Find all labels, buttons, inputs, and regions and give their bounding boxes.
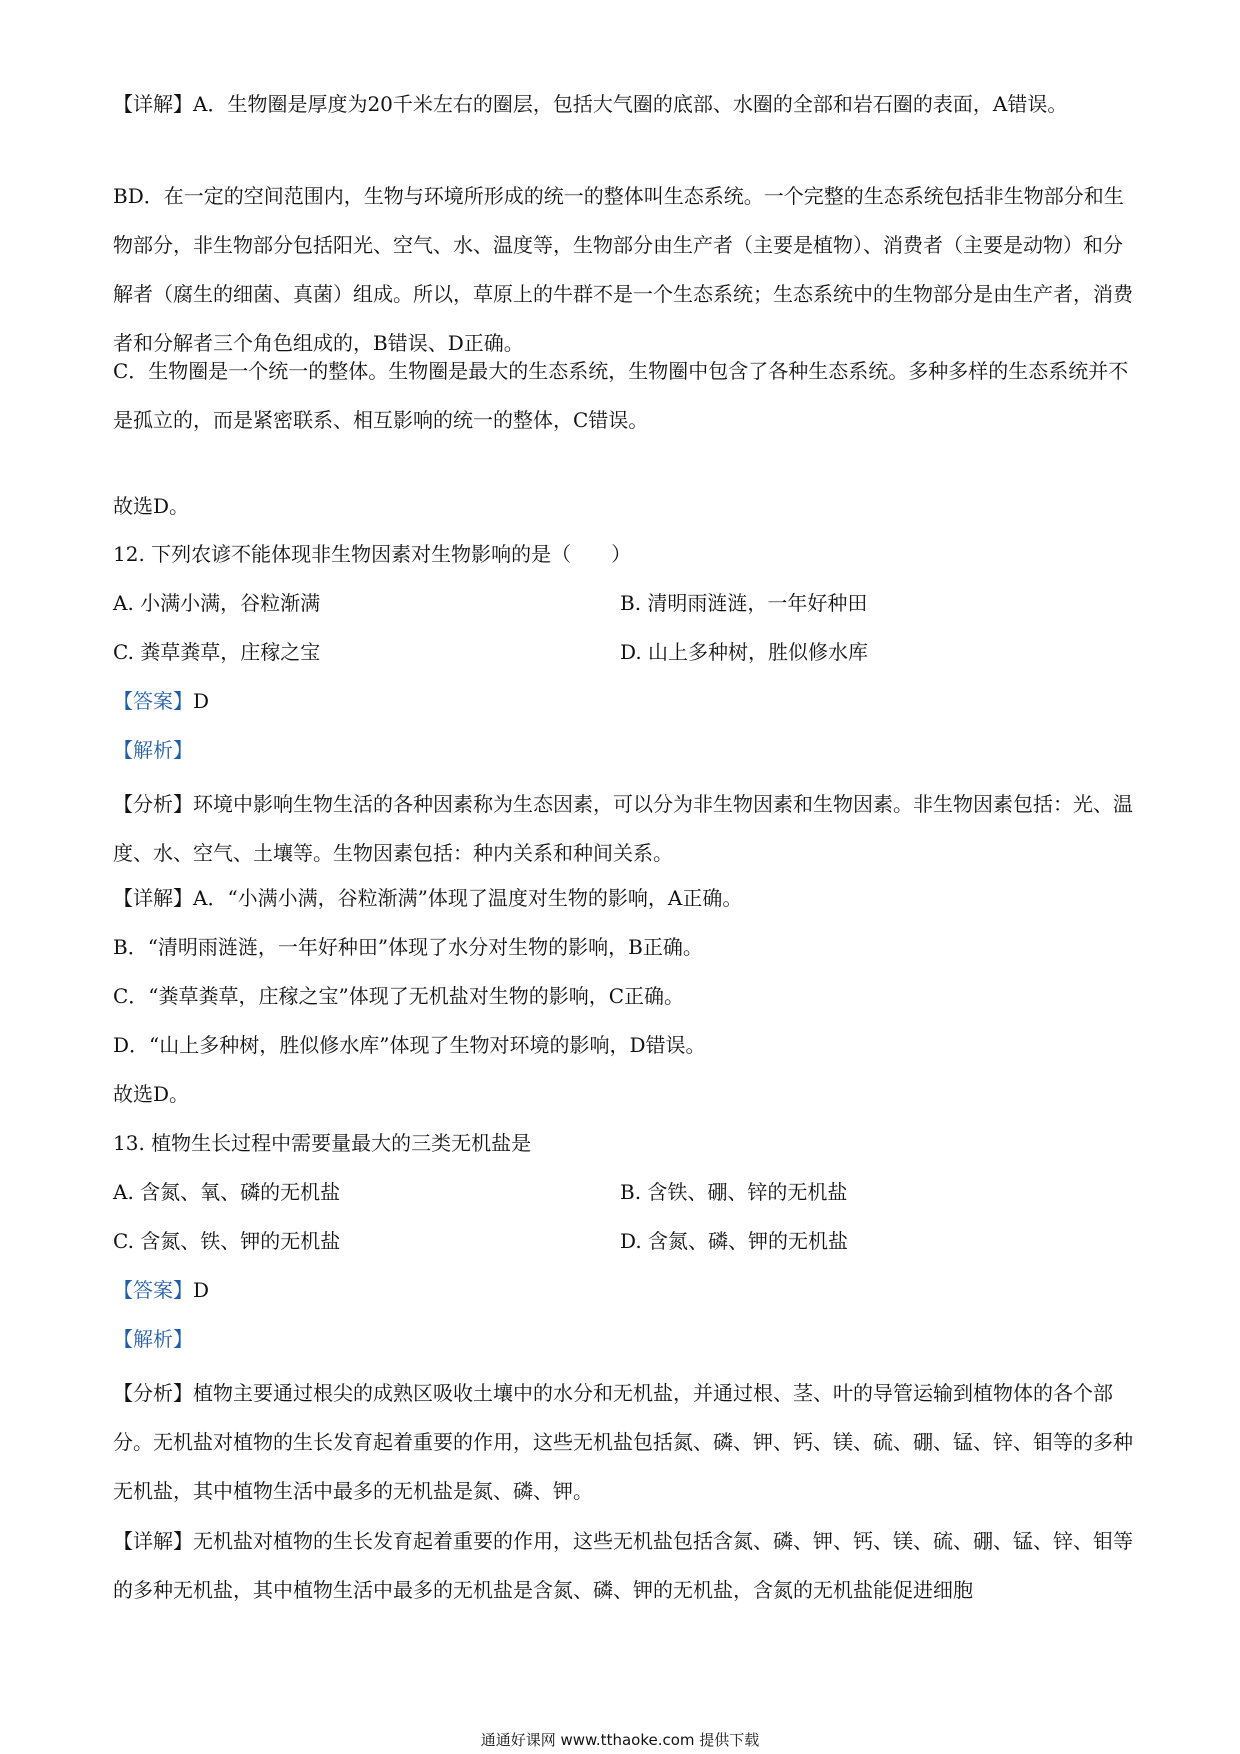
detail-paragraph-a: 【详解】A．生物圈是厚度为20千米左右的圈层，包括大气圈的底部、水圈的全部和岩石圈的表面，A错误。 bbox=[113, 92, 1068, 116]
question-12-option-b: B. 清明雨涟涟，一年好种田 bbox=[620, 591, 868, 615]
footer-source: 通通好课网 www.tthaoke.com 提供下载 bbox=[480, 1731, 760, 1749]
question-13-option-d: D. 含氮、磷、钾的无机盐 bbox=[620, 1229, 849, 1253]
question-13-stem: 13. 植物生长过程中需要量最大的三类无机盐是 bbox=[113, 1131, 532, 1155]
question-12-detail-c: C．“粪草粪草，庄稼之宝”体现了无机盐对生物的影响，C正确。 bbox=[113, 984, 685, 1008]
question-13-option-c: C. 含氮、铁、钾的无机盐 bbox=[113, 1229, 341, 1253]
answer-tag: 【答案】 bbox=[113, 1278, 193, 1302]
question-12-option-c: C. 粪草粪草，庄稼之宝 bbox=[113, 640, 321, 664]
conclusion-line: 故选D。 bbox=[113, 494, 190, 518]
answer-tag: 【答案】 bbox=[113, 689, 193, 713]
question-12-answer bbox=[113, 687, 209, 715]
question-13-analysis-tag: 【解析】 bbox=[113, 1327, 193, 1351]
question-13-option-a: A. 含氮、氧、磷的无机盐 bbox=[113, 1180, 341, 1204]
question-13-detail: 【详解】无机盐对植物的生长发育起着重要的作用，这些无机盐包括含氮、磷、钾、钙、镁、硫、硼、锰、锌、钼等的多种无机盐，其中植物生活中最多的无机盐是含氮、磷、钾的无机盐，含氮的无机盐能促进细胞 bbox=[113, 1529, 1133, 1602]
analysis-label: 【分析】 bbox=[113, 792, 193, 816]
question-12-analysis-tag: 【解析】 bbox=[113, 738, 193, 762]
detail-paragraph-bd: BD．在一定的空间范围内，生物与环境所形成的统一的整体叫生态系统。一个完整的生态系统包括非生物部分和生物部分，非生物部分包括阳光、空气、水、温度等，生物部分由生产者（主要是植物）、消费者（主要是动物）和分解者（腐生的细菌、真菌）组成。所以，草原上的牛群不是一个生态系统；生态系统中的生物部分是由生产者，消费者和分解者三个角色组成的，B错误、D正确。 bbox=[113, 184, 1133, 355]
answer-value: D bbox=[193, 1278, 210, 1302]
detail-paragraph-c: C．生物圈是一个统一的整体。生物圈是最大的生态系统，生物圈中包含了各种生态系统。多种多样的生态系统并不是孤立的，而是紧密联系、相互影响的统一的整体，C错误。 bbox=[113, 359, 1129, 432]
question-13-option-b: B. 含铁、硼、锌的无机盐 bbox=[620, 1180, 848, 1204]
question-12-stem: 12. 下列农谚不能体现非生物因素对生物影响的是（ ） bbox=[113, 542, 632, 566]
question-13-answer bbox=[113, 1276, 209, 1304]
question-12-analysis bbox=[113, 780, 1133, 878]
question-12-detail-d: D．“山上多种树，胜似修水库”体现了生物对环境的影响，D错误。 bbox=[113, 1033, 706, 1057]
question-13-analysis: 【分析】植物主要通过根尖的成熟区吸收土壤中的水分和无机盐，并通过根、茎、叶的导管运输到植物体的各个部分。无机盐对植物的生长发育起着重要的作用，这些无机盐包括氮、磷、钾、钙、镁、硫、硼、锰、锌、钼等的多种无机盐，其中植物生活中最多的无机盐是氮、磷、钾。 bbox=[113, 1381, 1133, 1503]
question-12-conclusion: 故选D。 bbox=[113, 1082, 190, 1106]
question-12-option-d: D. 山上多种树，胜似修水库 bbox=[620, 640, 869, 664]
question-12-detail-b: B．“清明雨涟涟，一年好种田”体现了水分对生物的影响，B正确。 bbox=[113, 935, 703, 959]
question-12-option-a: A. 小满小满，谷粒渐满 bbox=[113, 591, 321, 615]
answer-value: D bbox=[193, 689, 210, 713]
question-12-detail-a: 【详解】A．“小满小满，谷粒渐满”体现了温度对生物的影响，A正确。 bbox=[113, 886, 743, 910]
analysis-text: 环境中影响生物生活的各种因素称为生态因素，可以分为非生物因素和生物因素。非生物因素包括：光、温度、水、空气、土壤等。生物因素包括：种内关系和种间关系。 bbox=[113, 792, 1133, 865]
